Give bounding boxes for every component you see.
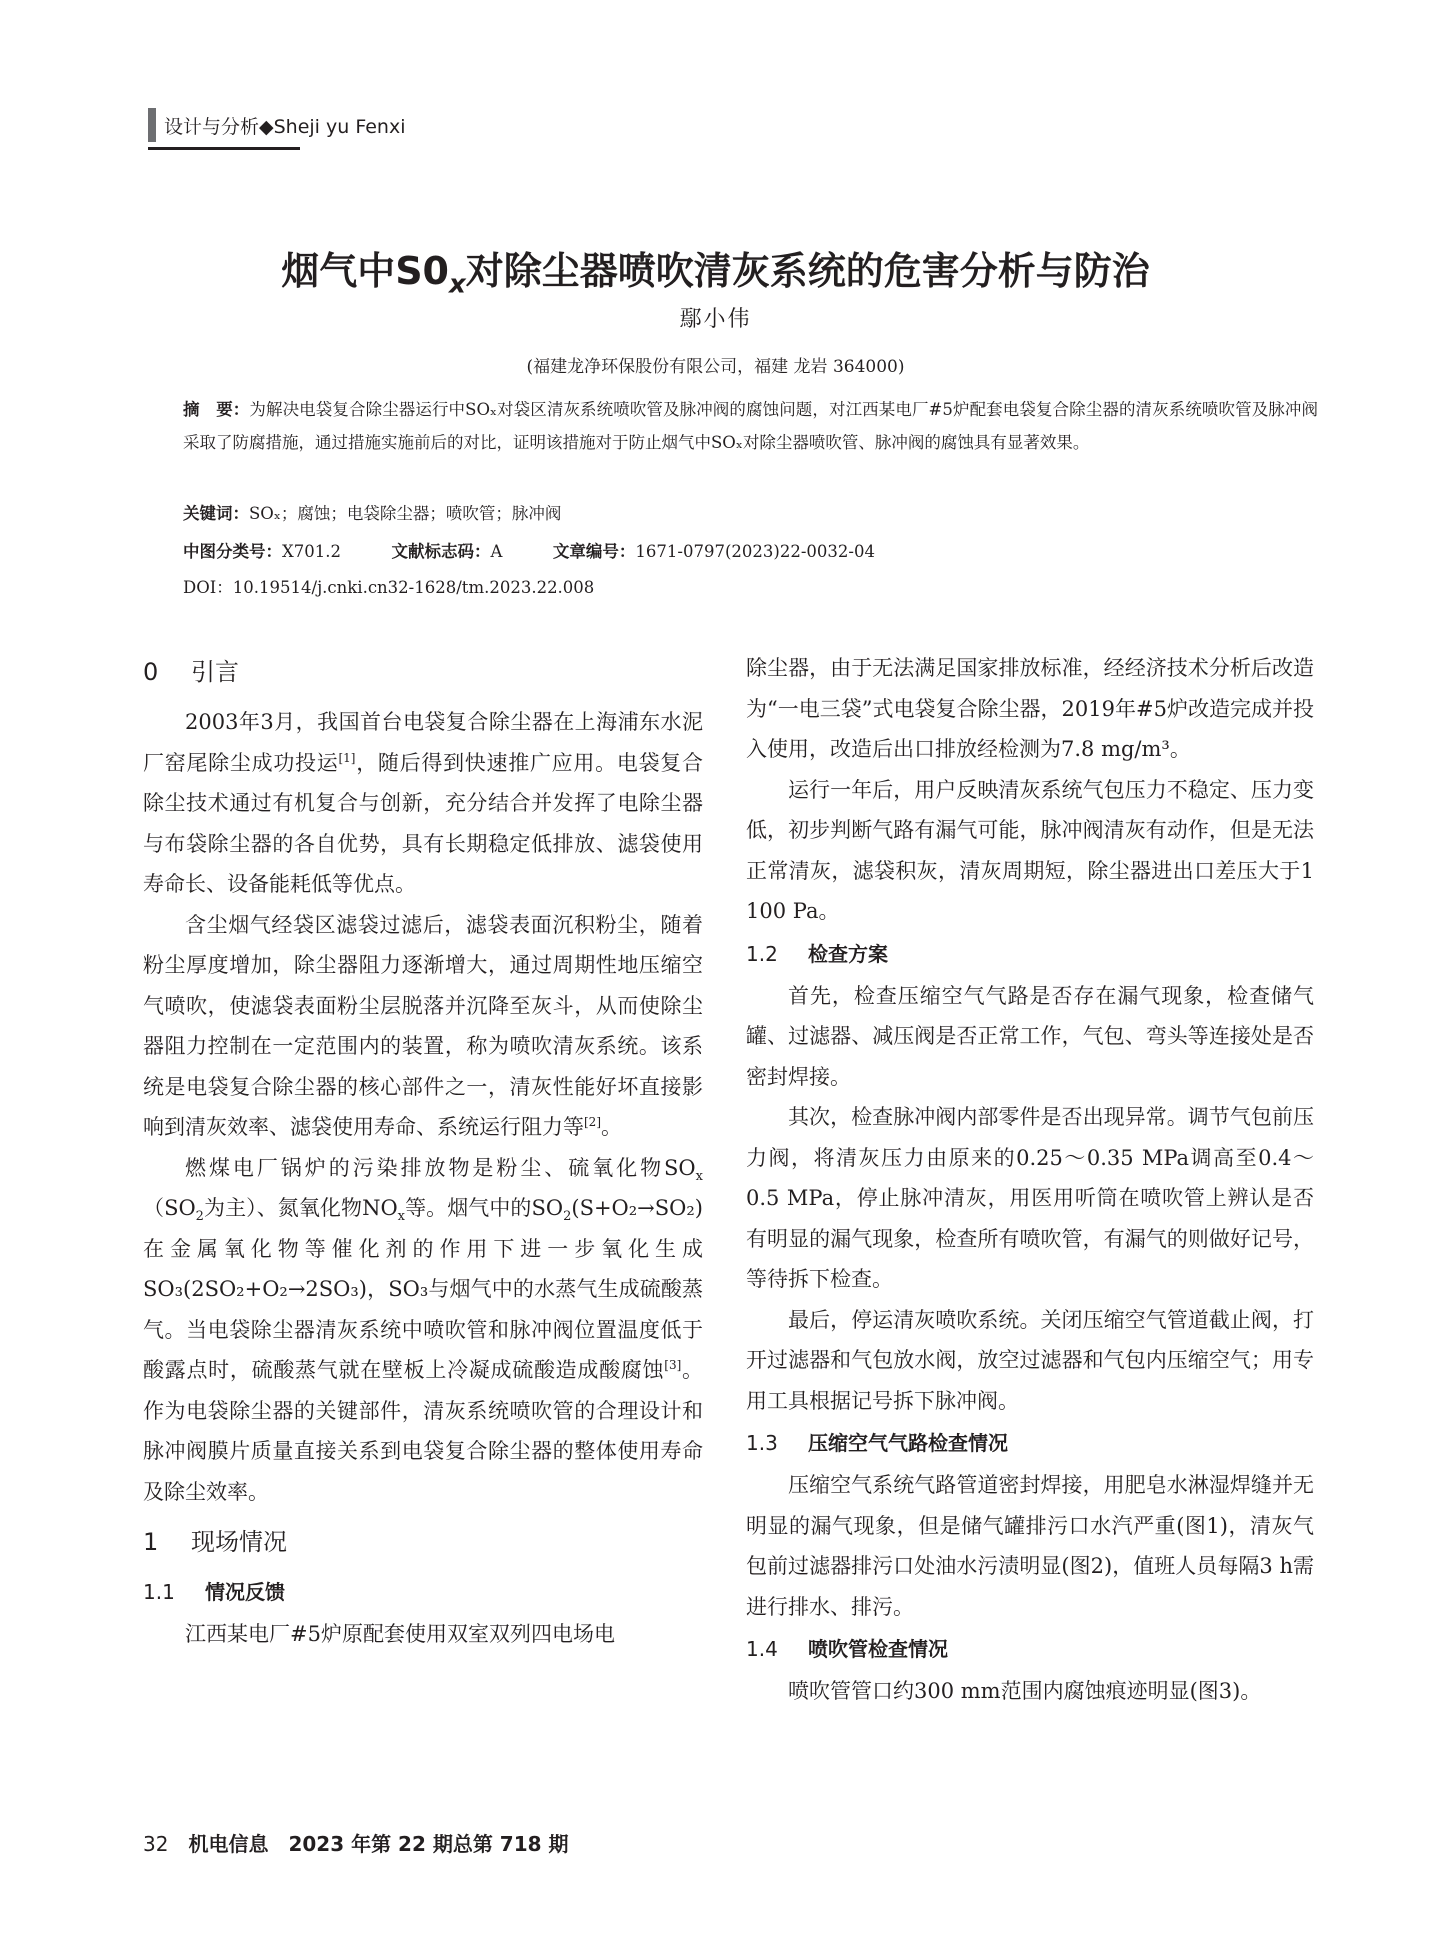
section-heading-1 xyxy=(143,1518,703,1566)
doi-value: 10.19514/j.cnki.cn32-1628/tm.2023.22.008 xyxy=(232,578,595,597)
doi-label: DOI： xyxy=(183,578,233,597)
subsection-number: 1.4 xyxy=(746,1637,778,1661)
subsection-number: 1.1 xyxy=(143,1580,175,1604)
keywords-text: SOₓ；腐蚀；电袋除尘器；喷吹管；脉冲阀 xyxy=(249,504,562,523)
title-subscript: x xyxy=(449,269,466,300)
affiliation: (福建龙净环保股份有限公司，福建 龙岩 364000) xyxy=(526,357,905,377)
section-number: 1 xyxy=(143,1528,159,1556)
paragraph: 喷吹管管口约300 mm范围内腐蚀痕迹明显(图3)。 xyxy=(788,1679,1262,1703)
page-number: 32 xyxy=(143,1832,169,1856)
paragraph: 江西某电厂#5炉原配套使用双室双列四电场电 xyxy=(185,1622,615,1646)
citation: [2] xyxy=(584,1115,601,1129)
subsection-number: 1.3 xyxy=(746,1431,778,1455)
paragraph: 压缩空气系统气路管道密封焊接，用肥皂水淋湿焊缝并无明显的漏气现象，但是储气罐排污口水汽严重(图1)，清灰气包前过滤器排污口处油水污渍明显(图2)，值班人员每隔3 h需进行排水、排污。 xyxy=(746,1473,1314,1619)
subsection-heading-1-2 xyxy=(746,934,1314,974)
header-rule xyxy=(148,147,300,150)
paragraph: 最后，停运清灰喷吹系统。关闭压缩空气管道截止阀，打开过滤器和气包放水阀，放空过滤器和气包内压缩空气；用专用工具根据记号拆下脉冲阀。 xyxy=(746,1307,1314,1413)
paragraph: 2003年3月，我国首台电袋复合除尘器在上海浦东水泥厂窑尾除尘成功投运[1]，随后得到快速推广应用。电袋复合除尘技术通过有机复合与创新，充分结合并发挥了电除尘器与布袋除尘器的各自优势，具有长期稳定低排放、滤袋使用寿命长、设备能耗低等优点。 xyxy=(143,710,704,896)
doc-code-value: A xyxy=(490,542,503,561)
article-no-value: 1671-0797(2023)22-0032-04 xyxy=(635,542,875,561)
doc-code-label: 文献标志码： xyxy=(391,542,491,561)
journal-info: 机电信息 2023 年第 22 期总第 718 期 xyxy=(188,1832,569,1856)
abstract-text: 为解决电袋复合除尘器运行中SOₓ对袋区清灰系统喷吹管及脉冲阀的腐蚀问题，对江西某电厂#5炉配套电袋复合除尘器的清灰系统喷吹管及脉冲阀采取了防腐措施，通过措施实施前后的对比，证明该措施对于防止烟气中SOₓ对除尘器喷吹管、脉冲阀的腐蚀具有显著效果。 xyxy=(183,400,1318,452)
paragraph: 运行一年后，用户反映清灰系统气包压力不稳定、压力变低，初步判断气路有漏气可能，脉冲阀清灰有动作，但是无法正常清灰，滤袋积灰，清灰周期短，除尘器进出口差压大于1 100 Pa。 xyxy=(746,777,1314,923)
subsection-title: 情况反馈 xyxy=(205,1580,285,1604)
clc-value: X701.2 xyxy=(282,542,341,561)
header-section: 设计与分析◆Sheji yu Fenxi xyxy=(164,115,406,138)
section-heading-0 xyxy=(143,648,703,696)
subsection-title: 喷吹管检查情况 xyxy=(808,1637,948,1661)
subsection-heading-1-1 xyxy=(143,1572,703,1612)
paragraph: 除尘器，由于无法满足国家排放标准，经经济技术分析后改造为“一电三袋”式电袋复合除尘器，2019年#5炉改造完成并投入使用，改造后出口排放经检测为7.8 mg/m³。 xyxy=(746,656,1314,761)
subsection-number: 1.2 xyxy=(746,941,778,966)
keywords-label: 关键词： xyxy=(183,504,249,523)
paragraph: 含尘烟气经袋区滤袋过滤后，滤袋表面沉积粉尘，随着粉尘厚度增加，除尘器阻力逐渐增大，通过周期性地压缩空气喷吹，使滤袋表面粉尘层脱落并沉降至灰斗，从而使除尘器阻力控制在一定范围内的装置，称为喷吹清灰系统。该系统是电袋复合除尘器的核心部件之一，清灰性能好坏直接影响到清灰效率、滤袋使用寿命、系统运行阻力等[2]。 xyxy=(143,912,703,1139)
running-header xyxy=(148,108,405,142)
doi xyxy=(183,574,594,598)
author: 鄢小伟 xyxy=(679,307,752,332)
clc-label: 中图分类号： xyxy=(183,542,282,561)
header-marker xyxy=(148,108,156,142)
page-footer xyxy=(143,1828,569,1857)
paragraph: 燃煤电厂锅炉的污染排放物是粉尘、硫氧化物$SO_x(SO_2$为主）、氮氧化物$NO_x$等。烟气中的$SO_2(S+O_2\to SO_2)$在金属氧化物等催化剂的作用下进一步氧化生成SO₃(2SO₂+O₂→2SO₃)，SO₃与烟气中的水蒸气生成硫酸蒸气。当电袋除尘器清灰系统中喷吹管和脉冲阀位置温度低于酸露点时，硫酸蒸气就在壁板上冷凝成硫酸造成酸腐蚀[3]。作为电袋除尘器的关键部件，清灰系统喷吹管的合理设计和脉冲阀膜片质量直接关系到电袋复合除尘器的整体使用寿命及除尘效率。 xyxy=(143,1155,704,1504)
keywords xyxy=(183,500,561,524)
paragraph: 其次，检查脉冲阀内部零件是否出现异常。调节气包前压力阀，将清灰压力由原来的0.25～0.35 MPa调高至0.4～0.5 MPa，停止脉冲清灰，用医用听筒在喷吹管上辨认是否有明显的漏气现象，检查所有喷吹管，有漏气的则做好记号，等待拆下检查。 xyxy=(746,1105,1314,1291)
article-title xyxy=(0,240,1431,300)
subsection-title: 检查方案 xyxy=(808,941,888,966)
section-number: 0 xyxy=(143,658,159,686)
article-no-label: 文章编号： xyxy=(552,542,636,561)
abstract-label: 摘 要： xyxy=(183,400,250,419)
abstract xyxy=(143,393,1318,459)
subsection-heading-1-4 xyxy=(746,1629,1314,1669)
title-text-post: 对除尘器喷吹清灰系统的危害分析与防治 xyxy=(465,249,1150,293)
right-column xyxy=(746,648,1314,1712)
citation: [3] xyxy=(664,1358,682,1372)
title-text-pre: 烟气中S0 xyxy=(281,249,449,293)
section-title: 现场情况 xyxy=(191,1528,287,1556)
left-column xyxy=(143,648,703,1655)
subsection-heading-1-3 xyxy=(746,1423,1314,1463)
subsection-title: 压缩空气气路检查情况 xyxy=(808,1431,1008,1455)
citation: [1] xyxy=(338,750,356,765)
classification xyxy=(183,538,875,562)
paragraph: 首先，检查压缩空气气路是否存在漏气现象，检查储气罐、过滤器、减压阀是否正常工作，气包、弯头等连接处是否密封焊接。 xyxy=(746,983,1314,1089)
section-title: 引言 xyxy=(191,658,239,686)
